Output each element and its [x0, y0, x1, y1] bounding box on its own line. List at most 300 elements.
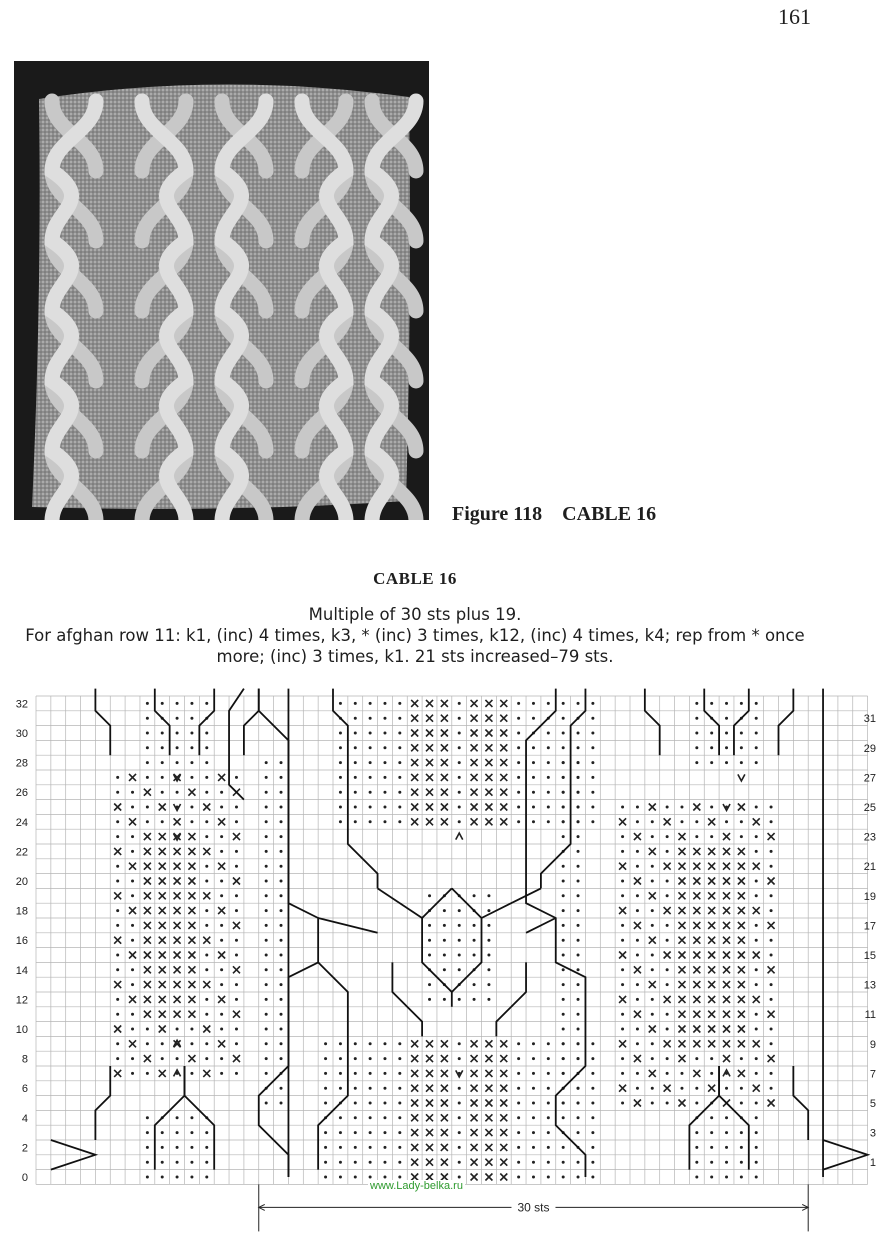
purl-dot	[666, 1072, 669, 1075]
cross-symbol	[426, 789, 433, 796]
purl-dot	[755, 702, 758, 705]
purl-dot	[547, 1161, 550, 1164]
purl-dot	[695, 1161, 698, 1164]
purl-dot	[265, 954, 268, 957]
cross-symbol	[485, 1085, 492, 1092]
cross-symbol	[708, 878, 715, 885]
cross-symbol	[188, 863, 195, 870]
purl-dot	[770, 1072, 773, 1075]
purl-dot	[651, 865, 654, 868]
purl-dot	[547, 1131, 550, 1134]
purl-dot	[621, 806, 624, 809]
cross-symbol	[159, 922, 166, 929]
cross-symbol	[159, 981, 166, 988]
purl-dot	[473, 924, 476, 927]
cross-symbol	[471, 1085, 478, 1092]
purl-dot	[651, 909, 654, 912]
cross-symbol	[693, 922, 700, 929]
purl-dot	[161, 732, 164, 735]
purl-dot	[339, 1131, 342, 1134]
purl-dot	[577, 983, 580, 986]
purl-dot	[235, 776, 238, 779]
purl-dot	[532, 717, 535, 720]
cross-symbol	[753, 952, 760, 959]
purl-dot	[235, 820, 238, 823]
cross-symbol	[619, 952, 626, 959]
cable-outline	[229, 689, 244, 800]
cross-symbol	[441, 744, 448, 751]
row-label-right: 9	[869, 1038, 876, 1051]
purl-dot	[487, 954, 490, 957]
purl-dot	[339, 1057, 342, 1060]
purl-dot	[339, 806, 342, 809]
cross-symbol	[500, 1114, 507, 1121]
cross-symbol	[144, 833, 151, 840]
purl-dot	[131, 1028, 134, 1031]
purl-dot	[710, 1176, 713, 1179]
row-label-left: 26	[15, 787, 28, 800]
cross-symbol	[768, 833, 775, 840]
purl-dot	[636, 894, 639, 897]
purl-dot	[131, 939, 134, 942]
cross-symbol	[426, 1085, 433, 1092]
purl-dot	[547, 702, 550, 705]
cross-symbol	[411, 1144, 418, 1151]
cross-symbol	[678, 833, 685, 840]
purl-dot	[740, 761, 743, 764]
cross-symbol	[129, 818, 136, 825]
purl-dot	[146, 776, 149, 779]
cross-symbol	[188, 937, 195, 944]
cross-symbol	[411, 1040, 418, 1047]
cross-symbol	[768, 1100, 775, 1107]
purl-dot	[532, 1116, 535, 1119]
cross-symbol	[738, 966, 745, 973]
cross-symbol	[485, 789, 492, 796]
cross-symbol	[218, 1040, 225, 1047]
cross-symbol	[753, 1085, 760, 1092]
purl-dot	[398, 820, 401, 823]
cross-symbol	[738, 996, 745, 1003]
purl-dot	[205, 791, 208, 794]
purl-dot	[131, 1072, 134, 1075]
purl-dot	[190, 1146, 193, 1149]
purl-dot	[383, 1131, 386, 1134]
purl-dot	[740, 1057, 743, 1060]
purl-dot	[205, 865, 208, 868]
purl-dot	[621, 1072, 624, 1075]
purl-dot	[666, 968, 669, 971]
row-label-left: 2	[21, 1142, 28, 1155]
purl-dot	[710, 835, 713, 838]
cross-symbol	[174, 937, 181, 944]
cross-symbol	[708, 981, 715, 988]
cross-symbol	[441, 818, 448, 825]
purl-dot	[205, 761, 208, 764]
purl-dot	[176, 717, 179, 720]
cross-symbol	[485, 1159, 492, 1166]
purl-dot	[770, 1087, 773, 1090]
cross-symbol	[500, 1055, 507, 1062]
purl-dot	[324, 1057, 327, 1060]
purl-dot	[220, 983, 223, 986]
purl-dot	[740, 820, 743, 823]
purl-dot	[591, 1072, 594, 1075]
cross-symbol	[144, 952, 151, 959]
purl-dot	[577, 1057, 580, 1060]
cross-symbol	[500, 759, 507, 766]
purl-dot	[458, 998, 461, 1001]
cross-symbol	[159, 1070, 166, 1077]
purl-dot	[235, 806, 238, 809]
purl-dot	[725, 1176, 728, 1179]
cross-symbol	[159, 907, 166, 914]
purl-dot	[562, 998, 565, 1001]
purl-dot	[265, 924, 268, 927]
instruction-line: Multiple of 30 sts plus 19.	[308, 605, 522, 624]
purl-dot	[324, 1102, 327, 1105]
cross-symbol	[693, 996, 700, 1003]
purl-dot	[205, 732, 208, 735]
purl-dot	[755, 835, 758, 838]
purl-dot	[235, 894, 238, 897]
cross-symbol	[619, 1040, 626, 1047]
cross-symbol	[634, 922, 641, 929]
cross-symbol	[129, 907, 136, 914]
repeat-label: 30 sts	[517, 1200, 550, 1215]
purl-dot	[280, 880, 283, 883]
purl-dot	[443, 924, 446, 927]
cross-symbol	[426, 818, 433, 825]
purl-dot	[280, 939, 283, 942]
purl-dot	[458, 1161, 461, 1164]
purl-dot	[383, 761, 386, 764]
purl-dot	[591, 1087, 594, 1090]
purl-dot	[220, 835, 223, 838]
purl-dot	[235, 954, 238, 957]
cross-symbol	[693, 937, 700, 944]
purl-dot	[458, 820, 461, 823]
purl-dot	[116, 954, 119, 957]
purl-dot	[398, 1116, 401, 1119]
purl-dot	[265, 865, 268, 868]
purl-dot	[235, 939, 238, 942]
cross-symbol	[485, 700, 492, 707]
purl-dot	[190, 1131, 193, 1134]
purl-dot	[205, 835, 208, 838]
cross-symbol	[441, 1114, 448, 1121]
purl-dot	[146, 1131, 149, 1134]
purl-dot	[398, 1072, 401, 1075]
cross-symbol	[144, 996, 151, 1003]
cross-symbol	[485, 804, 492, 811]
cable-outline	[793, 1066, 808, 1140]
purl-dot	[710, 1146, 713, 1149]
purl-dot	[666, 1013, 669, 1016]
purl-dot	[265, 1102, 268, 1105]
purl-dot	[190, 1116, 193, 1119]
purl-dot	[710, 1057, 713, 1060]
purl-dot	[547, 1072, 550, 1075]
purl-dot	[116, 835, 119, 838]
purl-dot	[591, 1161, 594, 1164]
purl-dot	[636, 1042, 639, 1045]
cross-symbol	[723, 1026, 730, 1033]
cross-symbol	[708, 966, 715, 973]
row-label-left: 30	[15, 728, 28, 740]
purl-dot	[146, 1176, 149, 1179]
purl-dot	[383, 717, 386, 720]
cross-symbol	[485, 744, 492, 751]
cross-symbol	[218, 774, 225, 781]
purl-dot	[220, 880, 223, 883]
cross-symbol	[738, 848, 745, 855]
purl-dot	[547, 1116, 550, 1119]
cross-symbol	[649, 848, 656, 855]
cross-symbol	[753, 907, 760, 914]
purl-dot	[532, 820, 535, 823]
purl-dot	[532, 806, 535, 809]
cross-symbol	[426, 744, 433, 751]
purl-dot	[458, 1057, 461, 1060]
purl-dot	[636, 954, 639, 957]
purl-dot	[651, 924, 654, 927]
purl-dot	[458, 1131, 461, 1134]
purl-dot	[280, 1057, 283, 1060]
purl-dot	[591, 1042, 594, 1045]
purl-dot	[280, 835, 283, 838]
purl-dot	[755, 880, 758, 883]
watermark: www.Lady-belka.ru	[370, 1180, 463, 1192]
purl-dot	[562, 880, 565, 883]
cross-symbol	[144, 981, 151, 988]
purl-dot	[725, 717, 728, 720]
cross-symbol	[723, 966, 730, 973]
purl-dot	[591, 702, 594, 705]
purl-dot	[517, 732, 520, 735]
purl-dot	[666, 850, 669, 853]
purl-dot	[562, 776, 565, 779]
purl-dot	[636, 850, 639, 853]
purl-dot	[443, 968, 446, 971]
cross-symbol	[411, 1114, 418, 1121]
purl-dot	[176, 746, 179, 749]
purl-dot	[161, 746, 164, 749]
cross-symbol	[723, 1011, 730, 1018]
purl-dot	[695, 1146, 698, 1149]
purl-dot	[487, 924, 490, 927]
cross-symbol	[693, 907, 700, 914]
purl-dot	[577, 909, 580, 912]
purl-dot	[755, 1161, 758, 1164]
purl-dot	[532, 776, 535, 779]
cross-symbol	[174, 848, 181, 855]
purl-dot	[547, 820, 550, 823]
purl-dot	[398, 1146, 401, 1149]
purl-dot	[428, 998, 431, 1001]
cross-symbol	[471, 1129, 478, 1136]
cross-symbol	[129, 1040, 136, 1047]
cross-symbol	[411, 1159, 418, 1166]
purl-dot	[562, 909, 565, 912]
purl-dot	[725, 702, 728, 705]
row-label-right: 29	[863, 742, 876, 755]
cross-symbol	[441, 1159, 448, 1166]
purl-dot	[755, 1013, 758, 1016]
purl-dot	[770, 983, 773, 986]
cross-symbol	[708, 848, 715, 855]
cross-symbol	[649, 937, 656, 944]
cross-symbol	[723, 878, 730, 885]
purl-dot	[428, 939, 431, 942]
cross-symbol	[411, 789, 418, 796]
purl-dot	[562, 1146, 565, 1149]
cross-symbol	[188, 996, 195, 1003]
purl-dot	[458, 776, 461, 779]
purl-dot	[577, 850, 580, 853]
purl-dot	[220, 1072, 223, 1075]
cross-symbol	[129, 863, 136, 870]
purl-dot	[324, 1146, 327, 1149]
cross-symbol	[500, 1144, 507, 1151]
purl-dot	[339, 776, 342, 779]
purl-dot	[695, 717, 698, 720]
purl-dot	[591, 746, 594, 749]
purl-dot	[398, 776, 401, 779]
cross-symbol	[411, 730, 418, 737]
purl-dot	[636, 820, 639, 823]
purl-dot	[591, 791, 594, 794]
purl-dot	[398, 1042, 401, 1045]
cable-outline	[734, 689, 749, 756]
cross-symbol	[203, 937, 210, 944]
row-label-right: 19	[863, 890, 876, 903]
purl-dot	[517, 746, 520, 749]
purl-dot	[131, 850, 134, 853]
cross-symbol	[114, 848, 121, 855]
purl-dot	[755, 1102, 758, 1105]
cross-symbol	[500, 1129, 507, 1136]
cross-symbol	[500, 1100, 507, 1107]
purl-dot	[339, 1087, 342, 1090]
purl-dot	[398, 1087, 401, 1090]
cross-symbol	[426, 1100, 433, 1107]
row-label-left: 18	[15, 905, 28, 918]
cross-symbol	[471, 744, 478, 751]
cross-symbol	[144, 1055, 151, 1062]
purl-dot	[339, 1072, 342, 1075]
purl-dot	[398, 761, 401, 764]
purl-dot	[577, 880, 580, 883]
purl-dot	[383, 1102, 386, 1105]
cross-symbol	[708, 1011, 715, 1018]
purl-dot	[547, 1057, 550, 1060]
purl-dot	[755, 1057, 758, 1060]
cross-symbol	[218, 818, 225, 825]
cross-symbol	[411, 774, 418, 781]
purl-dot	[354, 1057, 357, 1060]
purl-dot	[517, 820, 520, 823]
purl-dot	[131, 894, 134, 897]
cross-symbol	[203, 892, 210, 899]
purl-dot	[443, 954, 446, 957]
purl-dot	[577, 776, 580, 779]
cross-symbol	[500, 700, 507, 707]
purl-dot	[339, 820, 342, 823]
purl-dot	[636, 1087, 639, 1090]
cross-symbol	[693, 1026, 700, 1033]
purl-dot	[562, 939, 565, 942]
purl-dot	[176, 1176, 179, 1179]
purl-dot	[369, 761, 372, 764]
purl-dot	[280, 909, 283, 912]
purl-dot	[280, 894, 283, 897]
purl-dot	[354, 1131, 357, 1134]
purl-dot	[591, 1176, 594, 1179]
purl-dot	[666, 1102, 669, 1105]
purl-dot	[562, 865, 565, 868]
cross-symbol	[485, 774, 492, 781]
purl-dot	[280, 1102, 283, 1105]
cross-symbol	[485, 759, 492, 766]
purl-dot	[354, 732, 357, 735]
cross-symbol	[188, 892, 195, 899]
purl-dot	[547, 806, 550, 809]
cross-symbol	[471, 1070, 478, 1077]
cross-symbol	[723, 952, 730, 959]
purl-dot	[577, 968, 580, 971]
purl-dot	[517, 1042, 520, 1045]
purl-dot	[339, 1116, 342, 1119]
purl-dot	[458, 702, 461, 705]
purl-dot	[695, 732, 698, 735]
purl-dot	[443, 998, 446, 1001]
purl-dot	[651, 1087, 654, 1090]
cross-symbol	[441, 1144, 448, 1151]
purl-dot	[458, 924, 461, 927]
purl-dot	[398, 717, 401, 720]
purl-dot	[621, 1057, 624, 1060]
cross-symbol	[471, 789, 478, 796]
purl-dot	[651, 1057, 654, 1060]
purl-dot	[532, 1102, 535, 1105]
purl-dot	[666, 806, 669, 809]
purl-dot	[651, 835, 654, 838]
purl-dot	[280, 1042, 283, 1045]
cross-symbol	[664, 863, 671, 870]
purl-dot	[369, 746, 372, 749]
purl-dot	[161, 1042, 164, 1045]
cross-symbol	[500, 804, 507, 811]
cable-chart	[0, 680, 888, 1240]
purl-dot	[651, 880, 654, 883]
cross-symbol	[411, 804, 418, 811]
cross-symbol	[649, 1026, 656, 1033]
cross-symbol	[708, 952, 715, 959]
cable-outline	[704, 689, 719, 756]
cross-symbol	[144, 848, 151, 855]
knitted-swatch-photo	[14, 61, 429, 520]
purl-dot	[280, 983, 283, 986]
purl-dot	[740, 1087, 743, 1090]
purl-dot	[324, 1072, 327, 1075]
purl-dot	[710, 732, 713, 735]
cross-symbol	[159, 878, 166, 885]
purl-dot	[770, 954, 773, 957]
cross-symbol	[768, 966, 775, 973]
purl-dot	[116, 1013, 119, 1016]
purl-dot	[176, 1116, 179, 1119]
